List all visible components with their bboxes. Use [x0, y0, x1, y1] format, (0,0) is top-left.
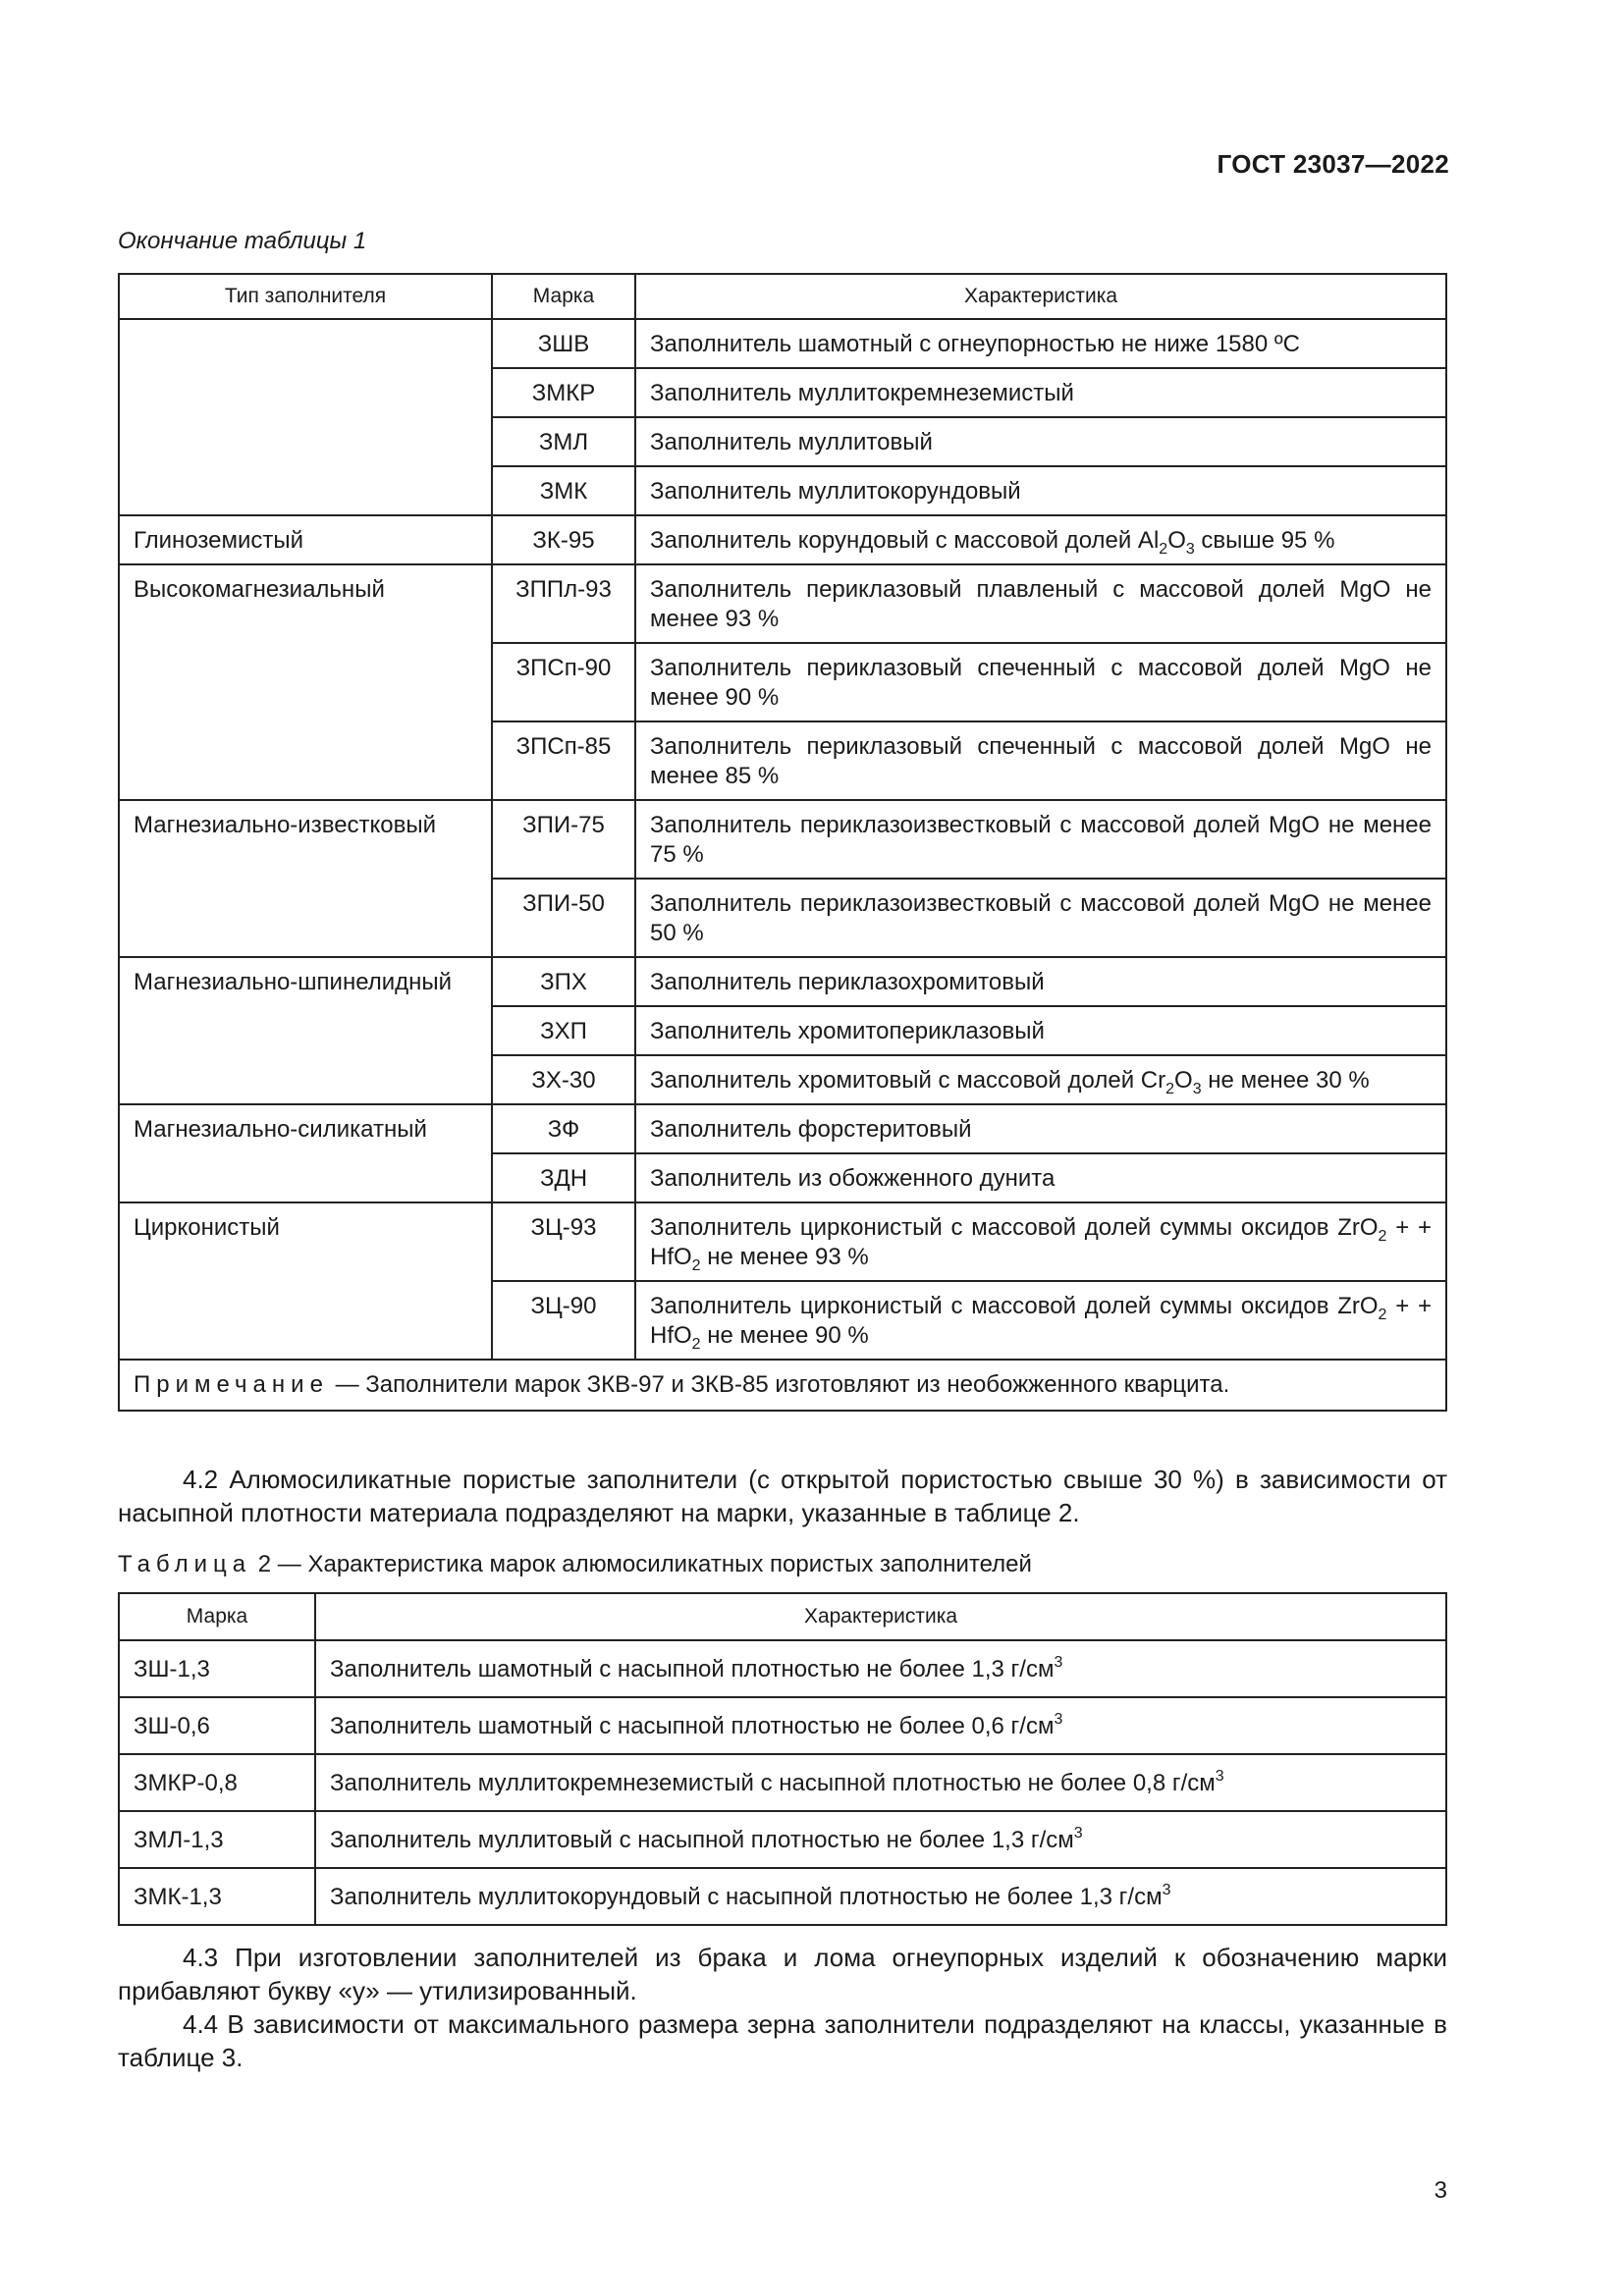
table-row: [119, 800, 1446, 879]
table1-desc-cell: Заполнитель периклазовый спеченный с массовой долей MgO не менее 85 %: [635, 721, 1446, 800]
note-text: — Заполнители марок ЗКВ-97 и ЗКВ-85 изготовляют из необожженного кварцита.: [328, 1371, 1230, 1398]
table1-desc-cell: Заполнитель хромитопериклазовый: [635, 1006, 1446, 1055]
table1-type-cell: Цирконистый: [119, 1202, 492, 1360]
table1-col-mark: Марка: [492, 274, 635, 319]
desc-text: свыше 95 %: [1194, 527, 1335, 554]
superscript: 3: [1215, 1768, 1224, 1785]
table-row: [119, 1640, 1446, 1697]
paragraph-4-4: [118, 2007, 1447, 2074]
paragraph-text: 4.2 Алюмосиликатные пористые заполнители (с открытой пористостью свыше 30 %) в зависимости от насыпной плотности материала подразделяют на марки, указанные в таблице 2.: [118, 1465, 1447, 1527]
subscript: 2: [1165, 1081, 1175, 1097]
desc-text: Заполнитель муллитовый с насыпной плотностью не более 1,3 г/см: [330, 1827, 1074, 1853]
table2-mark-cell: ЗШ-0,6: [119, 1697, 315, 1754]
table1-mark-cell: ЗЦ-93: [492, 1202, 635, 1281]
subscript: 2: [691, 1336, 701, 1353]
table2-desc-cell: [315, 1697, 1446, 1754]
desc-text: + + HfO: [650, 1214, 1432, 1270]
table-row: [119, 515, 1446, 564]
table-row: [119, 957, 1446, 1006]
table1-desc-cell: Заполнитель форстеритовый: [635, 1104, 1446, 1153]
table1-desc-cell: [635, 1281, 1446, 1360]
table1-mark-cell: ЗПСп-85: [492, 721, 635, 800]
table-row: [119, 1754, 1446, 1811]
table2-caption: [118, 1551, 1032, 1578]
table-row: [119, 1811, 1446, 1868]
table1-type-cell: [119, 319, 492, 515]
paragraph-4-2: [118, 1463, 1447, 1529]
table1-mark-cell: ЗПИ-50: [492, 879, 635, 957]
superscript: 3: [1073, 1825, 1083, 1842]
table2: [118, 1592, 1447, 1926]
table1-mark-cell: ЗМКР: [492, 368, 635, 417]
superscript: 3: [1054, 1711, 1063, 1728]
table1-desc-cell: Заполнитель периклазоизвестковый с массовой долей MgO не менее 75 %: [635, 800, 1446, 879]
table1: [118, 273, 1447, 1412]
table2-mark-cell: ЗМЛ-1,3: [119, 1811, 315, 1868]
table2-desc-cell: [315, 1868, 1446, 1925]
paragraph-text: 4.3 При изготовлении заполнителей из брака и лома огнеупорных изделий к обозначению марки прибавляют букву «у» — утилизированный.: [118, 1943, 1447, 2005]
desc-text: Заполнитель корундовый с массовой долей Al: [650, 527, 1160, 554]
table1-desc-cell: [635, 1202, 1446, 1281]
table1-mark-cell: ЗШВ: [492, 319, 635, 368]
table1-header-row: [119, 274, 1446, 319]
desc-text: не менее 93 %: [700, 1244, 869, 1270]
table1-mark-cell: ЗПХ: [492, 957, 635, 1006]
note-label: Примечание: [134, 1371, 329, 1398]
table1-mark-cell: ЗХ-30: [492, 1055, 635, 1104]
table2-mark-cell: ЗШ-1,3: [119, 1640, 315, 1697]
document-code: ГОСТ 23037—2022: [1217, 149, 1449, 179]
table1-type-cell: Магнезиально-силикатный: [119, 1104, 492, 1202]
table1-mark-cell: ЗФ: [492, 1104, 635, 1153]
desc-text: O: [1174, 1067, 1193, 1094]
table1-desc-cell: Заполнитель периклазоизвестковый с массовой долей MgO не менее 50 %: [635, 879, 1446, 957]
subscript: 2: [1378, 1307, 1387, 1323]
table1-desc-cell: Заполнитель периклазовый спеченный с массовой долей MgO не менее 90 %: [635, 643, 1446, 721]
table1-desc-cell: Заполнитель муллитовый: [635, 417, 1446, 466]
table2-mark-cell: ЗМК-1,3: [119, 1868, 315, 1925]
table1-col-desc: Характеристика: [635, 274, 1446, 319]
desc-text: + + HfO: [650, 1293, 1432, 1349]
table1-col-type: Тип заполнителя: [119, 274, 492, 319]
table1-note-row: [119, 1360, 1446, 1411]
table1-desc-cell: Заполнитель муллитокорундовый: [635, 466, 1446, 515]
superscript: 3: [1162, 1882, 1171, 1898]
desc-text: Заполнитель цирконистый с массовой долей суммы оксидов ZrO: [650, 1293, 1379, 1319]
table1-type-cell: Магнезиально-известковый: [119, 800, 492, 957]
table-row: [119, 1697, 1446, 1754]
table1-desc-cell: [635, 515, 1446, 564]
table1-mark-cell: ЗХП: [492, 1006, 635, 1055]
page-number: 3: [1434, 2177, 1447, 2204]
table2-desc-cell: [315, 1811, 1446, 1868]
table2-mark-cell: ЗМКР-0,8: [119, 1754, 315, 1811]
desc-text: не менее 30 %: [1201, 1067, 1370, 1094]
table2-header-row: [119, 1593, 1446, 1640]
table-row: [119, 319, 1446, 368]
table1-type-cell: Высокомагнезиальный: [119, 564, 492, 800]
subscript: 2: [1159, 541, 1168, 558]
table1-note: [119, 1360, 1446, 1411]
table1-type-cell: Магнезиально-шпинелидный: [119, 957, 492, 1104]
table-row: [119, 1104, 1446, 1153]
table-row: [119, 1202, 1446, 1281]
subscript: 3: [1192, 1081, 1202, 1097]
desc-text: Заполнитель цирконистый с массовой долей суммы оксидов ZrO: [650, 1214, 1379, 1241]
table2-col-mark: Марка: [119, 1593, 315, 1640]
subscript: 3: [1185, 541, 1195, 558]
table2-col-desc: Характеристика: [315, 1593, 1446, 1640]
table1-mark-cell: ЗПСп-90: [492, 643, 635, 721]
table1-desc-cell: Заполнитель шамотный с огнеупорностью не ниже 1580 ºС: [635, 319, 1446, 368]
table1-mark-cell: ЗК-95: [492, 515, 635, 564]
table1-desc-cell: Заполнитель периклазовый плавленый с массовой долей MgO не менее 93 %: [635, 564, 1446, 643]
table1-mark-cell: ЗМЛ: [492, 417, 635, 466]
table2-caption-text: 2 — Характеристика марок алюмосиликатных пористых заполнителей: [251, 1551, 1032, 1577]
table1-mark-cell: ЗМК: [492, 466, 635, 515]
paragraph-4-3: [118, 1941, 1447, 2007]
table-row: [119, 1868, 1446, 1925]
desc-text: не менее 90 %: [700, 1322, 869, 1349]
table1-desc-cell: Заполнитель муллитокремнеземистый: [635, 368, 1446, 417]
table-row: [119, 564, 1446, 643]
table1-mark-cell: ЗДН: [492, 1153, 635, 1202]
desc-text: Заполнитель шамотный с насыпной плотностью не более 1,3 г/см: [330, 1656, 1055, 1682]
table1-type-cell: Глиноземистый: [119, 515, 492, 564]
desc-text: O: [1167, 527, 1186, 554]
table1-mark-cell: ЗЦ-90: [492, 1281, 635, 1360]
table1-desc-cell: Заполнитель периклазохромитовый: [635, 957, 1446, 1006]
table1-caption: Окончание таблицы 1: [118, 228, 367, 254]
subscript: 2: [691, 1257, 701, 1274]
desc-text: Заполнитель хромитовый с массовой долей Cr: [650, 1067, 1166, 1094]
table2-caption-label: Таблица: [118, 1551, 252, 1577]
table1-desc-cell: [635, 1055, 1446, 1104]
subscript: 2: [1378, 1228, 1387, 1245]
table2-desc-cell: [315, 1640, 1446, 1697]
desc-text: Заполнитель муллитокорундовый с насыпной плотностью не более 1,3 г/см: [330, 1884, 1163, 1910]
table1-mark-cell: ЗППл-93: [492, 564, 635, 643]
paragraph-text: 4.4 В зависимости от максимального размера зерна заполнители подразделяют на классы, указанные в таблице 3.: [118, 2009, 1447, 2072]
table2-desc-cell: [315, 1754, 1446, 1811]
desc-text: Заполнитель муллитокремнеземистый с насыпной плотностью не более 0,8 г/см: [330, 1770, 1216, 1796]
table1-mark-cell: ЗПИ-75: [492, 800, 635, 879]
table1-desc-cell: Заполнитель из обожженного дунита: [635, 1153, 1446, 1202]
desc-text: Заполнитель шамотный с насыпной плотностью не более 0,6 г/см: [330, 1713, 1055, 1739]
superscript: 3: [1054, 1654, 1063, 1671]
